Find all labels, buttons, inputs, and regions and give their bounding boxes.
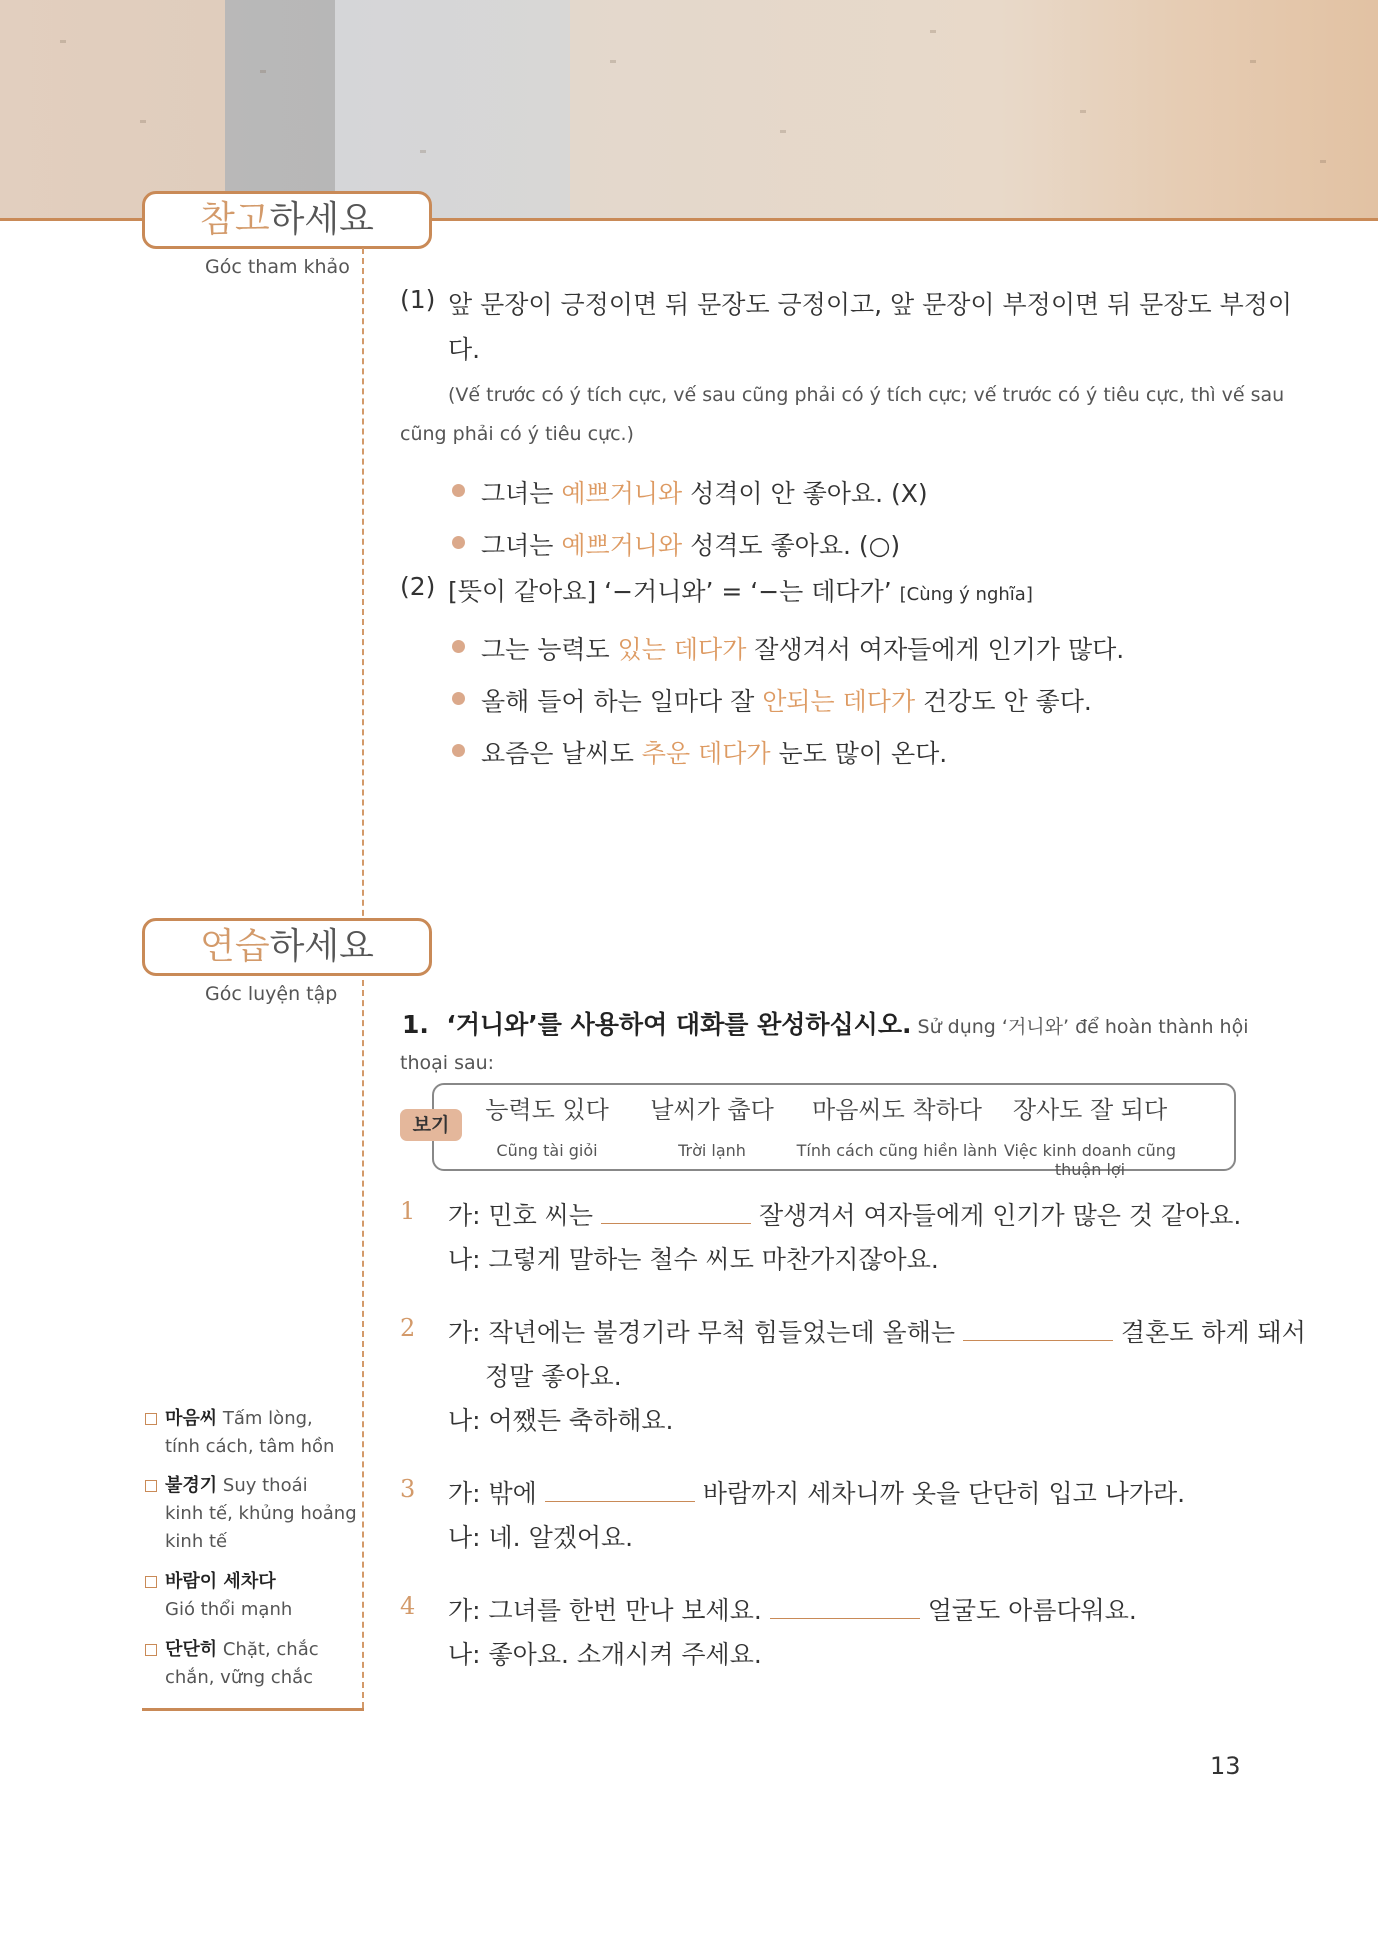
option-2-translation: Trời lạnh: [678, 1141, 746, 1160]
item-1-number: 1: [400, 1197, 416, 1225]
title-accent: 연습: [200, 926, 270, 967]
title-accent: 참고: [200, 199, 270, 240]
point-2-number: (2): [400, 572, 436, 601]
checkbox-icon: [145, 1644, 157, 1656]
section-subtitle-practice: Góc luyện tập: [205, 983, 338, 1005]
bullet-icon: [452, 640, 465, 653]
item-3-number: 3: [400, 1475, 416, 1503]
point-1-translation-1: (Vế trước có ý tích cực, vế sau cũng phải có ý tích cực; vế trước có ý tiêu cực, thì vế sau: [448, 384, 1285, 406]
example-5: 요즘은 날씨도 추운 데다가 눈도 많이 온다.: [481, 739, 948, 768]
item-2-line-b: 나: 어쨌든 축하해요.: [448, 1406, 674, 1435]
title-rest: 하세요: [269, 926, 374, 967]
section-title-reference: [142, 191, 432, 249]
question-heading: 1. ‘거니와’를 사용하여 대화를 완성하십시오. Sử dụng ‘거니와’ để hoàn thành hội: [402, 1010, 1249, 1039]
option-1: 능력도 있다: [485, 1096, 609, 1124]
point-1-translation-2: cũng phải có ý tiêu cực.): [400, 423, 634, 445]
point-1-number: (1): [400, 285, 436, 314]
item-2-line-a: 가: 작년에는 불경기라 무척 힘들었는데 올해는 결혼도 하게 돼서: [448, 1318, 1306, 1347]
margin-dashed-line: [362, 248, 364, 1708]
vocab-item: 마음씨 Tấm lòng, tính cách, tâm hồn: [145, 1405, 334, 1461]
option-2: 날씨가 춥다: [650, 1096, 774, 1124]
sidebar-bottom-rule: [142, 1708, 364, 1711]
bullet-icon: [452, 536, 465, 549]
vocab-item: 단단히 Chặt, chắc chắn, vững chắc: [145, 1636, 319, 1692]
answer-blank-3[interactable]: [545, 1501, 695, 1502]
example-3: 그는 능력도 있는 데다가 잘생겨서 여자들에게 인기가 많다.: [481, 635, 1125, 664]
checkbox-icon: [145, 1480, 157, 1492]
example-2: 그녀는 예쁘거니와 성격도 좋아요. (○): [481, 531, 901, 560]
item-3-line-a: 가: 밖에 바람까지 세차니까 옷을 단단히 입고 나가라.: [448, 1479, 1186, 1508]
option-1-translation: Cũng tài giỏi: [496, 1141, 598, 1160]
answer-blank-2[interactable]: [963, 1340, 1113, 1341]
example-4: 올해 들어 하는 일마다 잘 안되는 데다가 건강도 안 좋다.: [481, 687, 1092, 716]
option-3: 마음씨도 착하다: [812, 1096, 982, 1124]
item-1-line-a: 가: 민호 씨는 잘생겨서 여자들에게 인기가 많은 것 같아요.: [448, 1201, 1242, 1230]
bullet-icon: [452, 692, 465, 705]
item-3-line-b: 나: 네. 알겠어요.: [448, 1523, 634, 1552]
section-subtitle-reference: Góc tham khảo: [205, 256, 350, 278]
vocab-item: 바람이 세차다 Gió thổi mạnh: [145, 1568, 292, 1624]
example-tag: 보기: [400, 1109, 462, 1141]
item-1-line-b: 나: 그렇게 말하는 철수 씨도 마찬가지잖아요.: [448, 1245, 939, 1274]
answer-blank-1[interactable]: [601, 1223, 751, 1224]
example-1: 그녀는 예쁘거니와 성격이 안 좋아요. (X): [481, 479, 928, 508]
header-banner: [0, 0, 1378, 218]
vocab-item: 불경기 Suy thoái kinh tế, khủng hoảng kinh tế: [145, 1472, 357, 1556]
checkbox-icon: [145, 1413, 157, 1425]
item-4-line-b: 나: 좋아요. 소개시켜 주세요.: [448, 1640, 762, 1669]
section-title-practice: [142, 918, 432, 976]
bullet-icon: [452, 744, 465, 757]
answer-blank-4[interactable]: [770, 1618, 920, 1619]
item-2-number: 2: [400, 1314, 416, 1342]
checkbox-icon: [145, 1576, 157, 1588]
bullet-icon: [452, 484, 465, 497]
point-1-line-1: 앞 문장이 긍정이면 뒤 문장도 긍정이고, 앞 문장이 부정이면 뒤 문장도 부정이: [448, 290, 1293, 319]
option-3-translation: Tính cách cũng hiền lành: [796, 1141, 998, 1160]
point-2-text: [뜻이 같아요] ‘−거니와’ = ‘−는 데다가’ [Cùng ý nghĩa]: [448, 577, 1033, 606]
point-1-line-2: 다.: [448, 335, 481, 364]
item-2-line-a-cont: 정말 좋아요.: [485, 1362, 622, 1391]
title-rest: 하세요: [269, 199, 374, 240]
item-4-line-a: 가: 그녀를 한번 만나 보세요. 얼굴도 아름다워요.: [448, 1596, 1137, 1625]
item-4-number: 4: [400, 1592, 416, 1620]
option-4-translation: Việc kinh doanh cũng thuận lợi: [1003, 1141, 1177, 1179]
page-number: 13: [1210, 1752, 1241, 1780]
option-4: 장사도 잘 되다: [1012, 1096, 1168, 1124]
question-heading-cont: thoại sau:: [400, 1052, 495, 1074]
